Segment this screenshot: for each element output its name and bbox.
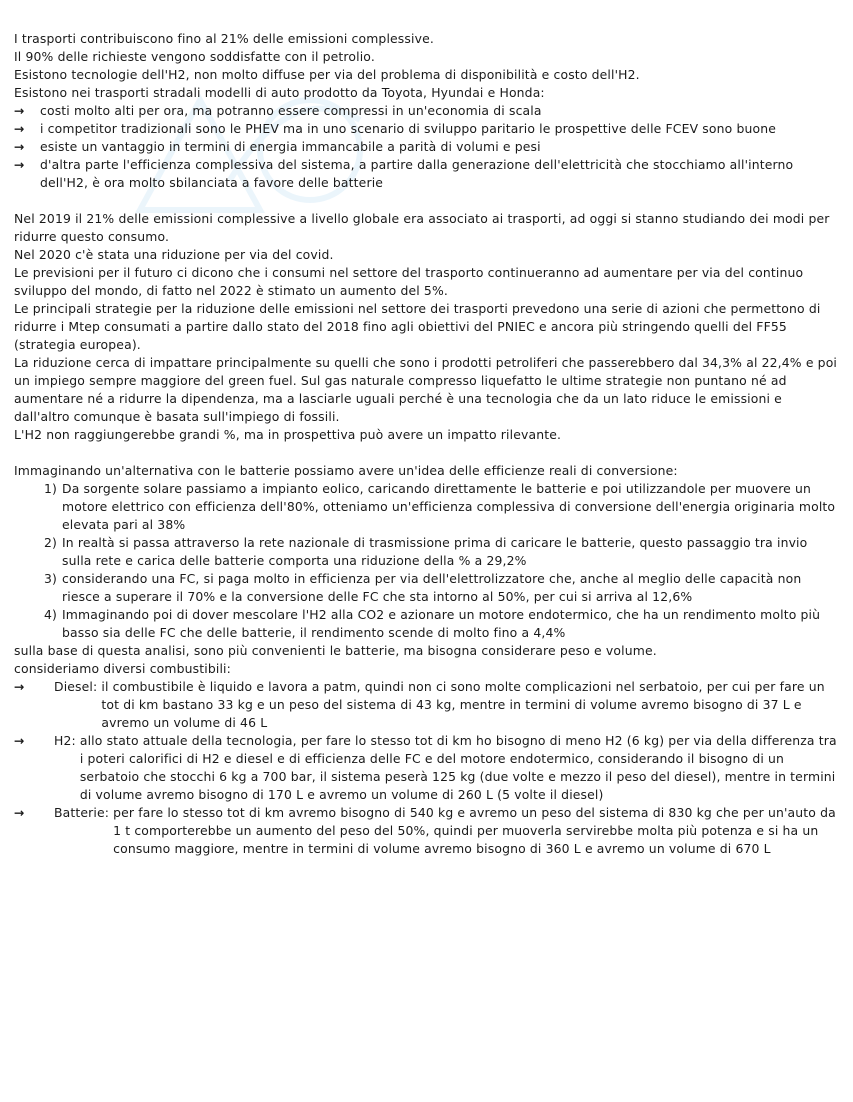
item-text: Da sorgente solare passiamo a impianto eolico, caricando direttamente le batterie e poi utilizzandole per muovere un motore elettrico con efficienza dell'80%, otteniamo un'efficienza complessiva di conversione dell'energia originaria molto elevata pari al 38% bbox=[62, 481, 836, 532]
item-number: 4) bbox=[44, 607, 58, 622]
item-number: 1) bbox=[44, 481, 58, 496]
section-intro: Immaginando un'alternativa con le batterie possiamo avere un'idea delle efficienze reali di conversione: bbox=[14, 463, 678, 478]
text-line: I trasporti contribuiscono fino al 21% delle emissioni complessive. bbox=[14, 31, 434, 46]
arrow-icon: → bbox=[14, 679, 25, 694]
fuel-text: allo stato attuale della tecnologia, per fare lo stesso tot di km ho bisogno di meno H2 (6 kg) per via della differenza tra i poteri calorifici di H2 e diesel e di efficienza delle FC e del motore endotermico, considerando il bisogno di un serbatoio che stocchi 6 kg a 700 bar, il sistema peserà 125 kg (due volte e mezzo il peso del diesel), mentre in termini di volume avremo bisogno di 170 L e avremo un volume di 260 L (5 volte il diesel) bbox=[79, 733, 837, 802]
paragraph: Nel 2020 c'è stata una riduzione per via del covid. bbox=[14, 247, 334, 262]
fuel-label: Batterie: bbox=[54, 805, 110, 820]
numbered-item bbox=[14, 606, 840, 642]
fuel-item-h2 bbox=[14, 732, 840, 804]
arrow-bullet bbox=[14, 120, 840, 138]
item-text: considerando una FC, si paga molto in efficienza per via dell'elettrolizzatore che, anche al meglio delle capacità non riesce a superare il 70% e la conversione delle FC che sta intorno al 50%, per cui si arriva al 12,6% bbox=[62, 571, 802, 604]
paragraph: Le principali strategie per la riduzione delle emissioni nel settore dei trasporti prevedono una serie di azioni che permettono di ridurre i Mtep consumati a partire dallo stato del 2018 fino agli obiettivi del PNIEC e ancora più stringendo quelli del FF55 (strategia europea). bbox=[14, 301, 821, 352]
arrow-icon: → bbox=[14, 733, 25, 748]
fuel-text: per fare lo stesso tot di km avremo bisogno di 540 kg e avremo un peso del sistema di 830 kg che per un'auto da 1 t comporterebbe un aumento del peso del 50%, quindi per muoverla servirebbe molta più potenza e si ha un consumo maggiore, mentre in termini di volume avremo bisogno di 360 L e avremo un volume di 670 L bbox=[113, 805, 836, 856]
fuel-text: il combustibile è liquido e lavora a patm, quindi non ci sono molte complicazioni nel serbatoio, per cui per fare un tot di km bastano 33 kg e un peso del sistema di 43 kg, mentre in termini di volume avremo bisogno di 37 L e avremo un volume di 46 L bbox=[101, 679, 825, 730]
text-line: Esistono nei trasporti stradali modelli di auto prodotto da Toyota, Hyundai e Honda: bbox=[14, 85, 545, 100]
numbered-item bbox=[14, 534, 840, 570]
fuel-item-batterie bbox=[14, 804, 840, 858]
text-line: Il 90% delle richieste vengono soddisfatte con il petrolio. bbox=[14, 49, 375, 64]
arrow-bullet bbox=[14, 156, 840, 192]
bullet-text: costi molto alti per ora, ma potranno essere compressi in un'economia di scala bbox=[40, 103, 542, 118]
document-body bbox=[14, 30, 840, 858]
arrow-icon: → bbox=[14, 805, 25, 820]
item-number: 2) bbox=[44, 535, 58, 550]
item-number: 3) bbox=[44, 571, 58, 586]
fuel-label: Diesel: bbox=[54, 679, 98, 694]
paragraph: L'H2 non raggiungerebbe grandi %, ma in prospettiva può avere un impatto rilevante. bbox=[14, 427, 562, 442]
numbered-item bbox=[14, 480, 840, 534]
section-conversion-efficiency bbox=[14, 462, 840, 858]
paragraph: Nel 2019 il 21% delle emissioni complessive a livello globale era associato ai trasporti, ad oggi si stanno studiando dei modi per ridurre questo consumo. bbox=[14, 211, 830, 244]
numbered-item bbox=[14, 570, 840, 606]
text-line: Esistono tecnologie dell'H2, non molto diffuse per via del problema di disponibilità e costo dell'H2. bbox=[14, 67, 640, 82]
item-text: Immaginando poi di dover mescolare l'H2 alla CO2 e azionare un motore endotermico, che ha un rendimento molto più basso sia delle FC che delle batterie, il rendimento scende di molto fino a 4,4% bbox=[62, 607, 821, 640]
arrow-icon: → bbox=[14, 139, 25, 154]
fuel-label: H2: bbox=[54, 733, 76, 748]
paragraph: La riduzione cerca di impattare principalmente su quelli che sono i prodotti petroliferi che passerebbero dal 34,3% al 22,4% e poi un impiego sempre maggiore del green fuel. Sul gas naturale compresso liquefatto le ultime strategie non puntano né ad aumentare né a ridurre la dipendenza, ma a lasciarle uguali perché è una tecnologia che da un lato riduce le emissioni e dall'altro comunque è basata sull'impiego di fossili. bbox=[14, 355, 838, 424]
bullet-text: esiste un vantaggio in termini di energia immancabile a parità di volumi e pesi bbox=[40, 139, 541, 154]
paragraph-gap bbox=[14, 192, 840, 210]
conclusion-text: sulla base di questa analisi, sono più convenienti le batterie, ma bisogna considerare peso e volume. bbox=[14, 643, 657, 658]
paragraph: Le previsioni per il futuro ci dicono che i consumi nel settore del trasporto continueranno ad aumentare per via del continuo sviluppo del mondo, di fatto nel 2022 è stimato un aumento del 5%. bbox=[14, 265, 804, 298]
section-hydrogen-transport bbox=[14, 30, 840, 192]
bullet-text: i competitor tradizionali sono le PHEV ma in uno scenario di sviluppo paritario le prospettive delle FCEV sono buone bbox=[40, 121, 776, 136]
item-text: In realtà si passa attraverso la rete nazionale di trasmissione prima di caricare le batterie, questo passaggio tra invio sulla rete e carica delle batterie comporta una riduzione della % a 29,2% bbox=[62, 535, 808, 568]
paragraph-gap bbox=[14, 444, 840, 462]
arrow-bullet bbox=[14, 102, 840, 120]
arrow-bullet bbox=[14, 138, 840, 156]
section-emissions-strategies bbox=[14, 210, 840, 444]
bullet-text: d'altra parte l'efficienza complessiva del sistema, a partire dalla generazione dell'elettricità che stocchiamo all'interno dell'H2, è ora molto sbilanciata a favore delle batterie bbox=[40, 157, 794, 190]
arrow-icon: → bbox=[14, 121, 25, 136]
fuel-item-diesel bbox=[14, 678, 840, 732]
fuels-intro: consideriamo diversi combustibili: bbox=[14, 661, 231, 676]
arrow-icon: → bbox=[14, 157, 25, 172]
arrow-icon: → bbox=[14, 103, 25, 118]
